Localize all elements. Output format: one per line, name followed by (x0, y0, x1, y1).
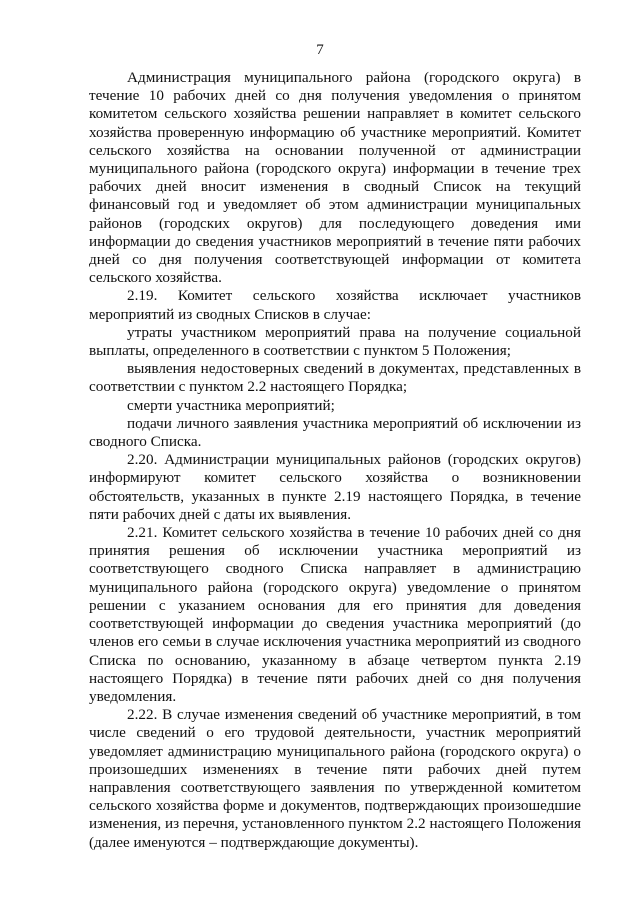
paragraph-2-19-case-1: утраты участником мероприятий права на получение социальной выплаты, определенного в соответствии с пунктом 5 Положения; (89, 323, 581, 360)
paragraph-administration-notice: Администрация муниципального района (городского округа) в течение 10 рабочих дней со дня получения уведомления о принятом комитетом сельского хозяйства решении направляет в комитет сельского хозяйства проверенную информацию об участнике мероприятий. Комитет сельского хозяйства на основании полученной от администрации муниципального района (городского округа) информации в течение трех рабочих дней вносит изменения в сводный Список на текущий финансовый год и уведомляет об этом администрации муниципальных районов (городских округов) для последующего доведения ими информации до сведения участников мероприятий в течение пяти рабочих дней со дня получения соответствующей информации от комитета сельского хозяйства. (89, 69, 581, 287)
paragraph-2-19: 2.19. Комитет сельского хозяйства исключает участников мероприятий из сводных Списков в случае: (89, 287, 581, 323)
paragraph-2-19-case-2: выявления недостоверных сведений в документах, представленных в соответствии с пунктом 2.2 настоящего Порядка; (89, 360, 581, 396)
document-body (89, 69, 581, 852)
paragraph-2-19-case-4: подачи личного заявления участника мероприятий об исключении из сводного Списка. (89, 414, 581, 451)
paragraph-2-19-case-3: смерти участника мероприятий; (127, 396, 335, 414)
page-number: 7 (316, 42, 324, 58)
paragraph-2-22: 2.22. В случае изменения сведений об участнике мероприятий, в том числе сведений о его трудовой деятельности, участник мероприятий уведомляет администрацию муниципального района (городского округа) о произошедших изменениях в течение пяти рабочих дней путем направления соответствующего заявления по утвержденной комитетом сельского хозяйства форме и документов, подтверждающих произошедшие изменения, из перечня, установленного пунктом 2.2 настоящего Положения (далее именуются – подтверждающие документы). (89, 706, 581, 851)
paragraph-2-20: 2.20. Администрации муниципальных районов (городских округов) информируют комитет сельского хозяйства о возникновении обстоятельств, указанных в пункте 2.19 настоящего Порядка, в течение пяти рабочих дней с даты их выявления. (89, 451, 581, 523)
paragraph-2-21: 2.21. Комитет сельского хозяйства в течение 10 рабочих дней со дня принятия решения об исключении участника мероприятий из соответствующего сводного Списка направляет в администрацию муниципального района (городского округа) уведомление о принятом решении с указанием основания для его принятия для доведения соответствующей информации до сведения участника мероприятий (до членов его семьи в случае исключения участника мероприятий из сводного Списка по основанию, указанному в абзаце четвертом пункта 2.19 настоящего Порядка) в течение пяти рабочих дней со дня получения уведомления. (89, 524, 581, 705)
